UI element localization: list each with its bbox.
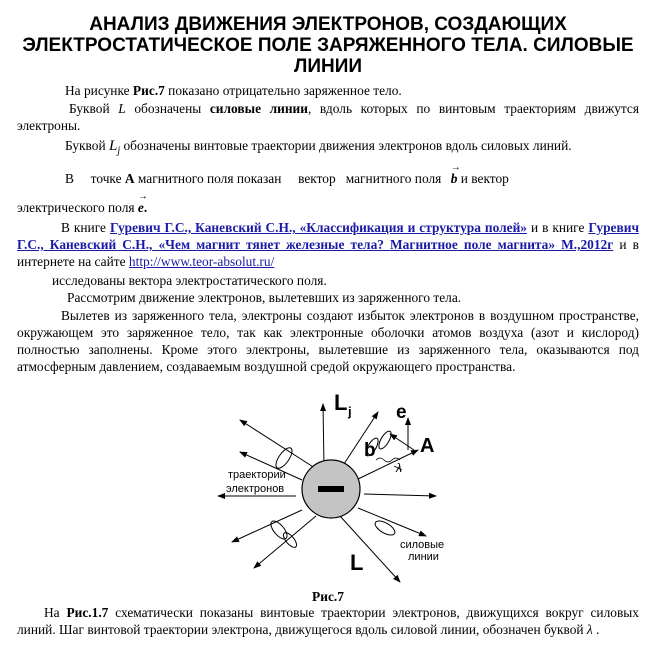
minus-sign	[318, 486, 344, 492]
page-title	[0, 14, 656, 77]
label-e: e	[396, 402, 407, 423]
figure-caption: Рис.7	[312, 589, 344, 604]
paragraph-3: Буквой $L_j$ обозначены винтовые траектории движения электронов вдоль силовых линий.	[65, 138, 572, 157]
label-Lj: L	[334, 392, 348, 415]
label-lambda: λ	[396, 461, 402, 475]
paragraph-1: На рисунке Рис.7 показано отрицательно заряженное тело.	[65, 83, 402, 98]
label-L: L	[350, 550, 364, 575]
paragraph-5: В книге Гуревич Г.С., Каневский С.Н., «Классификация и структура полей» и в книге Гуревич Г.С., Каневский С.Н., «Чем магнит тянет железные тела? Магнитное поле магнита» М.,2012г и в интернете на сайте http://www.teor-absolut.ru/	[17, 220, 639, 269]
site-link[interactable]: http://www.teor-absolut.ru/	[128, 254, 275, 269]
vector-e: → е	[138, 199, 144, 216]
label-b: b	[364, 440, 376, 461]
paragraph-6: Рассмотрим движение электронов, вылетевших из заряженного тела.	[67, 290, 462, 305]
paragraph-4-cont: электрического поля → е.	[17, 199, 147, 216]
paragraph-7: Вылетев из заряженного тела, электроны создают избыток электронов в воздушном пространстве, окружающем это заряженное тело, так как электронные оболочки атомов воздуха (азот и кислород) полностью заполнены. Кроме этого электроны, вылетевшие из заряженного тела, оказываются под атмосферным давлением, создаваемым воздушной средой окружающего пространства.	[17, 308, 639, 374]
figure-diagram	[200, 392, 460, 602]
label-trajectories-2: электронов	[226, 483, 285, 495]
paragraph-4: В точке А магнитного поля показан вектор магнитного поля → b и вектор	[65, 170, 639, 187]
figure-ref: Рис.7	[132, 83, 165, 98]
label-j: j	[348, 404, 352, 419]
vector-arrows	[376, 418, 414, 470]
label-lines-2: линии	[408, 551, 439, 563]
vector-b: → b	[451, 170, 458, 187]
book-link-2[interactable]: Гуревич Г.С., Каневский С.Н., «Чем магнит тянет железные тела? Магнитное поле магнита» М.,2012г	[17, 220, 639, 252]
paragraph-2: Буквой L обозначены силовые линии, вдоль которых по винтовым траекториям движутся электроны.	[17, 101, 640, 133]
title-line-1: АНАЛИЗ ДВИЖЕНИЯ ЭЛЕКТРОНОВ, СОЗДАЮЩИХ	[89, 14, 567, 35]
book-link-1[interactable]: Гуревич Г.С., Каневский С.Н., «Классификация и структура полей»	[109, 220, 527, 235]
label-lines-1: силовые	[400, 539, 445, 551]
label-trajectories-1: траектории	[228, 469, 286, 481]
title-line-2: ЭЛЕКТРОСТАТИЧЕСКОЕ ПОЛЕ ЗАРЯЖЕННОГО ТЕЛА. СИЛОВЫЕ	[22, 35, 634, 56]
paragraph-5-line: исследованы вектора электростатического поля.	[52, 273, 327, 288]
label-A: A	[420, 435, 435, 457]
paragraph-8: На Рис.1.7 схематически показаны винтовые траектории электронов, движущихся вокруг силовых линий. Шаг винтовой траектории электрона, движущегося вдоль силовой линии, обозначен буквой λ .	[17, 605, 639, 637]
title-line-3: ЛИНИИ	[293, 56, 363, 77]
